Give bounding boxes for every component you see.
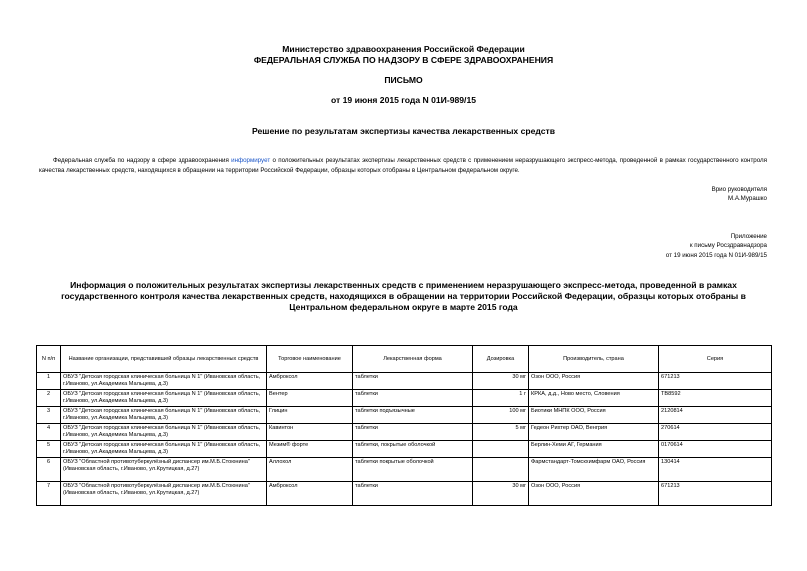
cell-series: 270614 <box>659 424 772 441</box>
cell-dosage: 5 мг <box>473 424 529 441</box>
column-header: N п/п <box>37 346 61 373</box>
intro-paragraph <box>39 156 767 176</box>
cell-dosage: 30 мг <box>473 373 529 390</box>
cell-manufacturer: Гедеон Рихтер ОАО, Венгрия <box>529 424 659 441</box>
cell-manufacturer: Озон ООО, Россия <box>529 482 659 506</box>
cell-number: 3 <box>37 407 61 424</box>
intro-text-start: Федеральная служба по надзору в сфере здравоохранения <box>53 157 232 164</box>
table-row <box>37 441 772 458</box>
informs-link[interactable]: информирует <box>231 157 271 164</box>
cell-organization: ОБУЗ "Детская городская клиническая больница N 1" (Ивановская область, г.Иваново, ул.Академика Мальцева, д.3) <box>61 390 267 407</box>
cell-organization: ОБУЗ "Областной противотуберкулёзный диспансер им.М.Б.Стоюнина" (Ивановская область, г.Иваново, ул.Крутицкая, д.27) <box>61 458 267 482</box>
document-date: от 19 июня 2015 года N 01И-989/15 <box>331 95 476 105</box>
cell-trade-name: Амброксол <box>267 373 353 390</box>
results-table <box>36 345 772 506</box>
column-header: Название организации, представившей образцы лекарственных средств <box>61 346 267 373</box>
cell-dosage <box>473 458 529 482</box>
cell-number: 6 <box>37 458 61 482</box>
cell-manufacturer: Озон ООО, Россия <box>529 373 659 390</box>
cell-dosage: 100 мг <box>473 407 529 424</box>
cell-dosage-form: таблетки <box>353 390 473 407</box>
cell-organization: ОБУЗ "Детская городская клиническая больница N 1" (Ивановская область, г.Иваново, ул.Академика Мальцева, д.3) <box>61 441 267 458</box>
cell-series: 671213 <box>659 373 772 390</box>
table-row <box>37 424 772 441</box>
cell-series: TB8592 <box>659 390 772 407</box>
cell-dosage-form: таблетки покрытые оболочкой <box>353 458 473 482</box>
signature-title: Врио руководителя <box>711 186 767 193</box>
cell-number: 5 <box>37 441 61 458</box>
column-header: Производитель, страна <box>529 346 659 373</box>
cell-trade-name: Мезим® форте <box>267 441 353 458</box>
appendix-line-2: к письму Росздравнадзора <box>689 242 767 250</box>
column-header: Серия <box>659 346 772 373</box>
appendix-line-1: Приложение <box>730 233 767 240</box>
table-header-row <box>37 346 772 373</box>
cell-dosage: 30 мг <box>473 482 529 506</box>
service-name: ФЕДЕРАЛЬНАЯ СЛУЖБА ПО НАДЗОРУ В СФЕРЕ ЗДРАВООХРАНЕНИЯ <box>253 54 554 65</box>
cell-series: 130414 <box>659 458 772 482</box>
appendix-line-3: от 19 июня 2015 года N 01И-989/15 <box>665 251 767 259</box>
cell-manufacturer: Берлин-Хеми АГ, Германия <box>529 441 659 458</box>
cell-trade-name: Глицин <box>267 407 353 424</box>
cell-manufacturer: Фармстандарт-Томскхимфарм ОАО, Россия <box>529 458 659 482</box>
cell-trade-name: Аллохол <box>267 458 353 482</box>
cell-organization: ОБУЗ "Детская городская клиническая больница N 1" (Ивановская область, г.Иваново, ул.Академика Мальцева, д.3) <box>61 407 267 424</box>
cell-number: 4 <box>37 424 61 441</box>
cell-trade-name: Амброксол <box>267 482 353 506</box>
cell-dosage: 1 г <box>473 390 529 407</box>
cell-number: 1 <box>37 373 61 390</box>
cell-dosage <box>473 441 529 458</box>
cell-dosage-form: таблетки <box>353 424 473 441</box>
cell-trade-name: Кавинтон <box>267 424 353 441</box>
table-row <box>37 373 772 390</box>
cell-dosage-form: таблетки <box>353 373 473 390</box>
cell-dosage-form: таблетки подъязычные <box>353 407 473 424</box>
cell-organization: ОБУЗ "Детская городская клиническая больница N 1" (Ивановская область, г.Иваново, ул.Академика Мальцева, д.3) <box>61 373 267 390</box>
cell-manufacturer: Биотики МНПК ООО, Россия <box>529 407 659 424</box>
document-type: ПИСЬМО <box>384 75 423 85</box>
document-header <box>0 44 807 65</box>
cell-dosage-form: таблетки, покрытые оболочкой <box>353 441 473 458</box>
cell-manufacturer: КРКА, д.д., Ново место, Словения <box>529 390 659 407</box>
cell-dosage-form: таблетки <box>353 482 473 506</box>
document-subject: Решение по результатам экспертизы качества лекарственных средств <box>251 126 556 136</box>
column-header: Дозировка <box>473 346 529 373</box>
table-row <box>37 458 772 482</box>
signature-block <box>712 185 767 203</box>
column-header: Торговое наименование <box>267 346 353 373</box>
cell-number: 2 <box>37 390 61 407</box>
cell-trade-name: Вентер <box>267 390 353 407</box>
table-row <box>37 407 772 424</box>
cell-number: 7 <box>37 482 61 506</box>
table-row <box>37 390 772 407</box>
appendix-block <box>666 232 767 260</box>
cell-series: 2120814 <box>659 407 772 424</box>
cell-organization: ОБУЗ "Детская городская клиническая больница N 1" (Ивановская область, г.Иваново, ул.Академика Мальцева, д.3) <box>61 424 267 441</box>
table-row <box>37 482 772 506</box>
cell-series: 0170614 <box>659 441 772 458</box>
cell-series: 671213 <box>659 482 772 506</box>
info-title: Информация о положительных результатах экспертизы лекарственных средств с применением неразрушающего экспресс-метода, проведенной в рамках государственного контроля качества лекарственных средств, находящихся в обращении на территории Российской Федерации, образцы которых отобраны в Центральном федеральном округе в марте 2015 года <box>61 280 746 312</box>
cell-organization: ОБУЗ "Областной противотуберкулёзный диспансер им.М.Б.Стоюнина" (Ивановская область, г.Иваново, ул.Крутицкая, д.27) <box>61 482 267 506</box>
intro-text-end: о положительных результатах экспертизы лекарственных средств с применением неразрушающего экспресс-метода, проведенной в рамках государственного контроля качества лекарственных средств, находящихся в обращении на территории Российской Федерации, образцы которых отобраны в Центральном федеральном округе. <box>39 157 768 174</box>
column-header: Лекарственная форма <box>353 346 473 373</box>
signature-name: М.А.Мурашко <box>727 195 767 202</box>
ministry-name: Министерство здравоохранения Российской Федерации <box>282 44 525 54</box>
